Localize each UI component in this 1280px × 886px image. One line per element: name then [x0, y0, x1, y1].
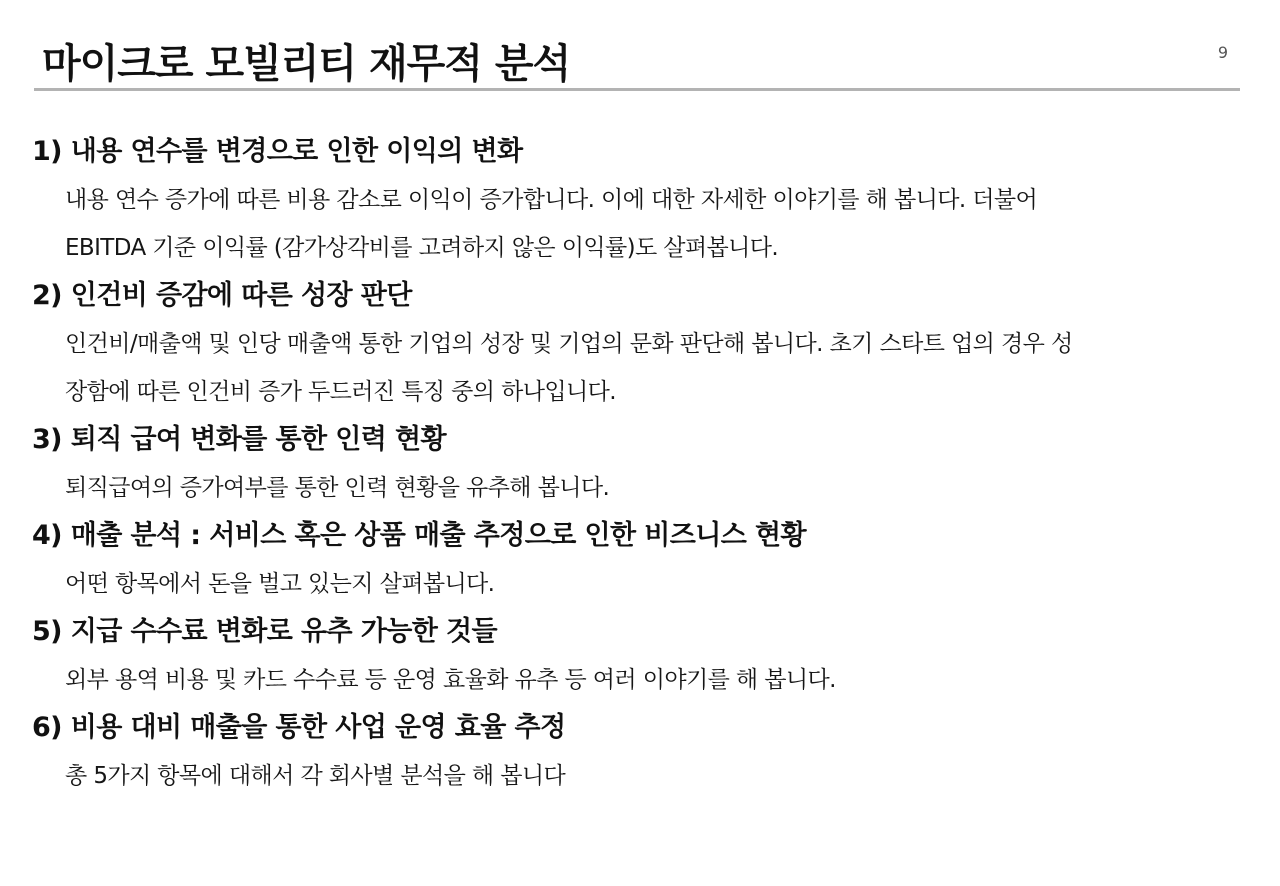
section-body	[32, 176, 1250, 272]
section-heading: 4) 매출 분석 : 서비스 혹은 상품 매출 추정으로 인한 비즈니스 현황	[32, 520, 806, 551]
section-heading: 2) 인건비 증감에 따른 성장 판단	[32, 280, 412, 311]
body-line: 인건비/매출액 및 인당 매출액 통한 기업의 성장 및 기업의 문화 판단해 봅니다. 초기 스타트 업의 경우 성	[65, 331, 1073, 357]
section-severance	[32, 416, 1232, 512]
section-heading: 1) 내용 연수를 변경으로 인한 이익의 변화	[32, 136, 523, 167]
section-depreciation	[32, 128, 1232, 272]
section-heading: 3) 퇴직 급여 변화를 통한 인력 현황	[32, 424, 446, 455]
page-number: 9	[1217, 43, 1228, 62]
section-revenue-analysis	[32, 512, 1232, 608]
title-divider	[34, 88, 1240, 91]
body-line: 내용 연수 증가에 따른 비용 감소로 이익이 증가합니다. 이에 대한 자세한 이야기를 해 봅니다. 더불어	[65, 187, 1038, 213]
body-line: EBITDA 기준 이익률 (감가상각비를 고려하지 않은 이익률)도 살펴봅니다.	[65, 235, 779, 261]
section-body	[32, 560, 1250, 608]
section-labor-cost	[32, 272, 1232, 416]
slide-title: 마이크로 모빌리티 재무적 분석	[42, 41, 571, 87]
body-line: 외부 용역 비용 및 카드 수수료 등 운영 효율화 유추 등 여러 이야기를 해 봅니다.	[65, 667, 836, 693]
section-body	[32, 320, 1250, 416]
section-heading: 6) 비용 대비 매출을 통한 사업 운영 효율 추정	[32, 712, 566, 743]
body-line: 장함에 따른 인건비 증가 두드러진 특징 중의 하나입니다.	[65, 379, 616, 405]
section-body	[32, 656, 1250, 704]
body-line: 총 5가지 항목에 대해서 각 회사별 분석을 해 봅니다	[65, 763, 566, 789]
section-fees	[32, 608, 1232, 704]
section-body	[32, 752, 1250, 800]
section-efficiency	[32, 704, 1232, 800]
section-body	[32, 464, 1250, 512]
body-line: 어떤 항목에서 돈을 벌고 있는지 살펴봅니다.	[65, 571, 495, 597]
section-list	[32, 128, 1232, 800]
body-line: 퇴직급여의 증가여부를 통한 인력 현황을 유추해 봅니다.	[65, 475, 610, 501]
section-heading: 5) 지급 수수료 변화로 유추 가능한 것들	[32, 616, 497, 647]
